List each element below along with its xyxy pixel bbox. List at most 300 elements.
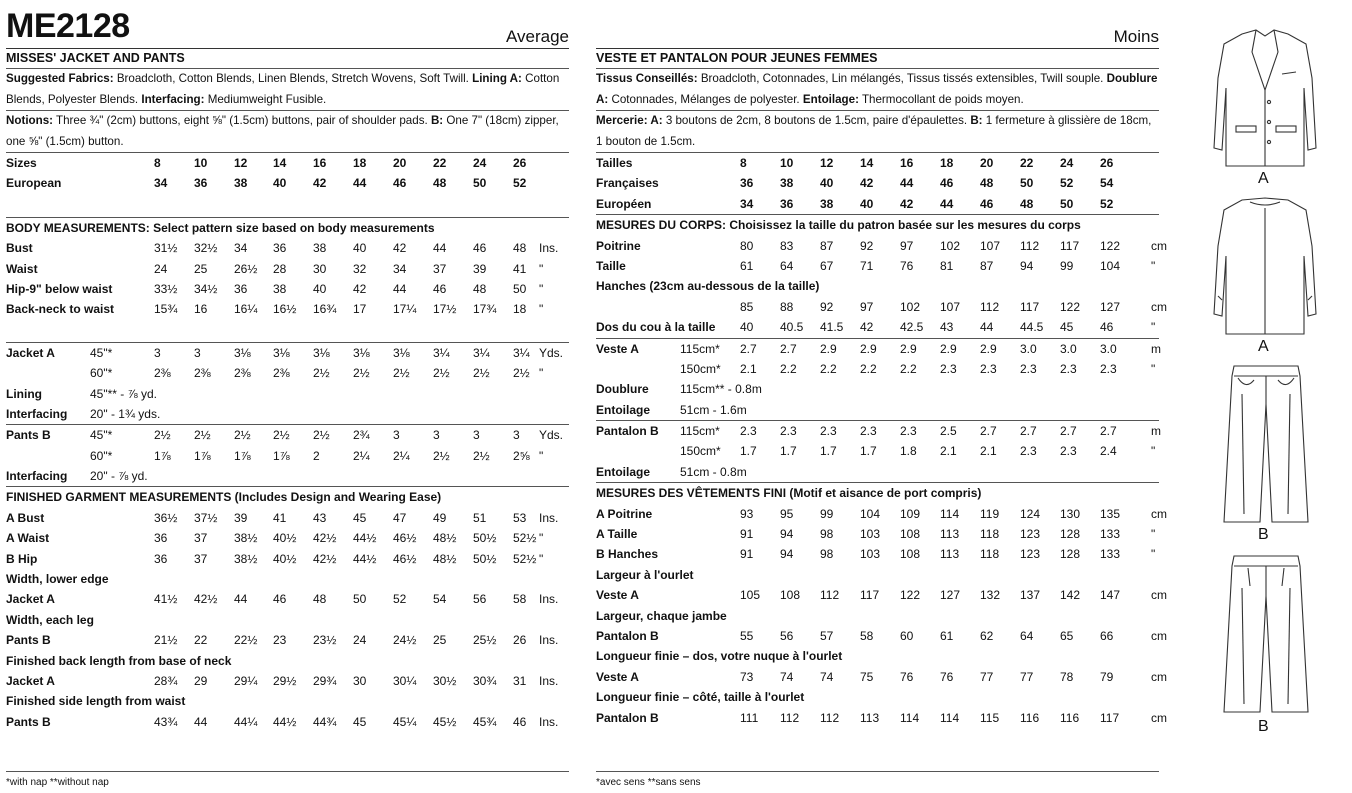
table-row	[596, 236, 1167, 256]
unit-label: cm	[1151, 669, 1167, 684]
cell-value: 29½	[273, 673, 297, 688]
table-row	[6, 153, 569, 173]
finished-measurements-title-fr: MESURES DES VÊTEMENTS FINI (Motif et aisance de port compris)	[596, 486, 982, 501]
cell-value: 2.3	[820, 424, 837, 439]
cell-value: 118	[980, 547, 1000, 562]
cell-value: 32	[353, 261, 367, 276]
unit-label: cm	[1151, 588, 1167, 603]
technical-drawings	[1200, 20, 1340, 780]
cell-value: 12	[234, 156, 248, 170]
row-label: Interfacing	[6, 469, 68, 484]
fabric-width: 51cm - 0.8m	[680, 464, 747, 479]
cell-value: 45¾	[473, 714, 497, 729]
cell-value: 22	[1020, 156, 1034, 170]
cell-value: 2.7	[780, 341, 797, 356]
notions-text-fr: Mercerie: A: 3 boutons de 2cm, 8 boutons de 1.5cm, paire d'épaulettes. B: 1 fermeture à glissière de 18cm, 1 bouton de 1.5cm.	[596, 114, 1152, 148]
cell-value: 43¾	[154, 714, 178, 729]
cell-value: 42½	[194, 592, 218, 607]
cell-value: 10	[780, 156, 794, 170]
fabric-width: 51cm - 1.6m	[680, 402, 747, 417]
cell-value: 2½	[313, 366, 330, 381]
jacket-back-icon	[1212, 196, 1318, 338]
table-row	[596, 317, 1159, 337]
fabrics-text: Suggested Fabrics: Broadcloth, Cotton Blends, Linen Blends, Stretch Wovens, Soft Twill. Lining A: Cotton Blends, Polyester Blends. Interfacing: Mediumweight Fusible.	[6, 72, 560, 106]
table-row	[596, 441, 1159, 461]
unit-label: Ins.	[539, 592, 559, 607]
cell-value: 42	[393, 241, 407, 256]
fabric-width: 45"*	[90, 345, 113, 360]
row-label: Poitrine	[596, 238, 641, 253]
cell-value: 2¼	[393, 448, 410, 463]
cell-value: 48	[513, 241, 527, 256]
cell-value: 2½	[473, 366, 490, 381]
cell-value: 93	[740, 506, 754, 521]
cell-value: 28¾	[154, 673, 178, 688]
cell-value: 40	[740, 320, 754, 335]
unit-label: Ins.	[539, 510, 559, 525]
cell-value: 1.7	[820, 444, 837, 459]
cell-value: 104	[1100, 258, 1121, 273]
cell-value: 14	[273, 156, 287, 170]
cell-value: 45	[1060, 320, 1074, 335]
cell-value: 2½	[353, 366, 370, 381]
cell-value: 123	[1020, 527, 1041, 542]
cell-value: 60	[900, 628, 914, 643]
cell-value: 91	[740, 527, 754, 542]
finished-measurements-table	[6, 508, 569, 732]
unit-label: "	[539, 531, 544, 546]
cell-value: 36	[194, 176, 208, 191]
cell-value: 58	[860, 628, 874, 643]
cell-value: 3.0	[1020, 341, 1037, 356]
cell-value: 34	[234, 241, 248, 256]
cell-value: 41.5	[820, 320, 844, 335]
jacket-front-icon	[1212, 28, 1318, 170]
section-subheading: Longueur finie – dos, votre nuque à l'ourlet	[596, 649, 843, 664]
row-label: Entoilage	[596, 402, 651, 417]
cell-value: 135	[1100, 506, 1121, 521]
row-label: Veste A	[596, 588, 639, 603]
section-subheading: Largeur, chaque jambe	[596, 608, 727, 623]
cell-value: 41½	[154, 592, 178, 607]
cell-value: 94	[1020, 258, 1034, 273]
cell-value: 87	[820, 238, 834, 253]
cell-value: 77	[980, 669, 994, 684]
cell-value: 17¼	[393, 302, 417, 317]
cell-value: 26	[513, 633, 527, 648]
cell-value: 3	[393, 428, 400, 443]
table-row	[596, 256, 1159, 276]
cell-value: 38	[780, 176, 794, 191]
cell-value: 30¾	[473, 673, 497, 688]
cell-value: 38	[820, 196, 834, 211]
cell-value: 97	[900, 238, 914, 253]
cell-value: 112	[1020, 238, 1040, 253]
cell-value: 16¼	[234, 302, 258, 317]
cell-value: 30	[313, 261, 327, 276]
cell-value: 14	[860, 156, 874, 170]
table-row	[596, 194, 1159, 214]
pattern-title-fr: VESTE ET PANTALON POUR JEUNES FEMMES	[596, 51, 878, 65]
cell-value: 44	[194, 714, 208, 729]
cell-value: 2½	[473, 448, 490, 463]
fabric-width: 115cm*	[680, 341, 720, 356]
cell-value: 102	[900, 299, 921, 314]
cell-value: 44	[900, 176, 914, 191]
cell-value: 112	[820, 588, 840, 603]
cell-value: 1.7	[740, 444, 757, 459]
table-row	[6, 549, 569, 569]
cell-value: 1.7	[860, 444, 877, 459]
unit-label: cm	[1151, 628, 1167, 643]
cell-value: 52	[1100, 196, 1114, 211]
cell-value: 80	[740, 238, 754, 253]
cell-value: 52½	[513, 531, 537, 546]
cell-value: 87	[980, 258, 994, 273]
cell-value: 3	[154, 345, 161, 360]
cell-value: 8	[740, 156, 747, 170]
table-row	[6, 173, 569, 193]
row-label: Tailles	[596, 156, 633, 170]
cell-value: 47	[393, 510, 407, 525]
cell-value: 124	[1020, 506, 1041, 521]
cell-value: 46½	[393, 531, 417, 546]
cell-value: 75	[860, 669, 874, 684]
cell-value: 3⅛	[234, 345, 251, 360]
cell-value: 117	[1100, 710, 1120, 725]
cell-value: 2	[313, 448, 320, 463]
size-variant-fr: Moins	[1113, 27, 1159, 46]
cell-value: 147	[1100, 588, 1121, 603]
cell-value: 46	[513, 714, 527, 729]
cell-value: 99	[820, 506, 834, 521]
cell-value: 16¾	[313, 302, 337, 317]
jacket-yardage-table-fr	[596, 339, 1159, 421]
cell-value: 2.7	[740, 341, 757, 356]
row-label: A Taille	[596, 527, 638, 542]
cell-value: 2.3	[1020, 444, 1037, 459]
cell-value: 33½	[154, 281, 178, 296]
row-label: Jacket A	[6, 592, 55, 607]
cell-value: 41	[513, 261, 527, 276]
cell-value: 50	[1060, 196, 1074, 211]
cell-value: 8	[154, 156, 161, 170]
cell-value: 128	[1060, 547, 1081, 562]
cell-value: 48	[980, 176, 994, 191]
cell-value: 97	[860, 299, 874, 314]
body-measurements-table	[6, 238, 569, 320]
section-subheading: Width, each leg	[6, 612, 94, 627]
cell-value: 22½	[234, 633, 258, 648]
cell-value: 3.0	[1060, 341, 1077, 356]
cell-value: 3⅛	[353, 345, 370, 360]
cell-value: 2.1	[980, 444, 997, 459]
row-label: Pantalon B	[596, 710, 659, 725]
cell-value: 46	[1100, 320, 1114, 335]
cell-value: 54	[1100, 176, 1114, 191]
cell-value: 42	[313, 176, 327, 191]
cell-value: 54	[433, 592, 447, 607]
cell-value: 2.9	[900, 341, 917, 356]
body-measurements-title: BODY MEASUREMENTS: Select pattern size based on body measurements	[6, 220, 435, 235]
cell-value: 44.5	[1020, 320, 1044, 335]
cell-value: 2⅜	[273, 366, 290, 381]
cell-value: 46	[393, 176, 407, 191]
cell-value: 22	[194, 633, 208, 648]
cell-value: 133	[1100, 527, 1121, 542]
finished-measurements-table-fr	[596, 504, 1167, 728]
pattern-code: ME2128	[6, 7, 130, 45]
unit-label: "	[539, 261, 544, 276]
cell-value: 21½	[154, 633, 178, 648]
cell-value: 92	[820, 299, 834, 314]
row-label: Veste A	[596, 669, 639, 684]
cell-value: 43	[940, 320, 954, 335]
cell-value: 105	[740, 588, 761, 603]
cell-value: 25	[433, 633, 447, 648]
cell-value: 29¼	[234, 673, 258, 688]
table-row	[6, 425, 569, 445]
cell-value: 44	[353, 176, 367, 191]
table-row	[6, 404, 569, 424]
cell-value: 24	[353, 633, 367, 648]
cell-value: 17½	[433, 302, 457, 317]
cell-value: 2½	[234, 428, 251, 443]
cell-value: 133	[1100, 547, 1121, 562]
cell-value: 83	[780, 238, 794, 253]
cell-value: 12	[820, 156, 834, 170]
cell-value: 115	[980, 710, 1000, 725]
fabric-width: 20" - ⅞ yd.	[90, 469, 148, 484]
row-label: Jacket A	[6, 673, 55, 688]
cell-value: 58	[513, 592, 527, 607]
cell-value: 46	[433, 281, 447, 296]
cell-value: 2.1	[740, 361, 757, 376]
cell-value: 112	[980, 299, 1000, 314]
cell-value: 127	[940, 588, 961, 603]
cell-value: 108	[900, 547, 921, 562]
cell-value: 67	[820, 258, 834, 273]
cell-value: 39	[234, 510, 248, 525]
row-label: Veste A	[596, 341, 639, 356]
table-row	[596, 400, 1159, 420]
cell-value: 3	[513, 428, 520, 443]
cell-value: 48	[1020, 196, 1034, 211]
cell-value: 16	[900, 156, 914, 170]
cell-value: 111	[740, 710, 759, 725]
table-row	[596, 708, 1167, 728]
jacket-yardage-table	[6, 343, 569, 425]
table-row	[6, 712, 569, 732]
cell-value: 42½	[313, 551, 337, 566]
cell-value: 31	[513, 673, 527, 688]
cell-value: 76	[900, 258, 914, 273]
cell-value: 2.3	[980, 361, 997, 376]
cell-value: 3	[433, 428, 440, 443]
cell-value: 40	[860, 196, 874, 211]
cell-value: 2.9	[940, 341, 957, 356]
unit-label: "	[1151, 527, 1156, 542]
table-row	[6, 259, 569, 279]
cell-value: 2½	[194, 428, 211, 443]
pants-yardage-table	[6, 425, 569, 486]
view-label: A	[1258, 170, 1269, 187]
row-label: Pantalon B	[596, 628, 659, 643]
unit-label: "	[539, 448, 544, 463]
unit-label: "	[1151, 320, 1156, 335]
cell-value: 44	[980, 320, 994, 335]
cell-value: 18	[353, 156, 367, 170]
cell-value: 122	[900, 588, 921, 603]
cell-value: 44	[393, 281, 407, 296]
cell-value: 2½	[433, 448, 450, 463]
cell-value: 117	[860, 588, 880, 603]
table-row	[596, 173, 1159, 193]
unit-label: cm	[1151, 238, 1167, 253]
cell-value: 1⅞	[234, 448, 251, 463]
table-row	[596, 626, 1167, 646]
row-label: B Hanches	[596, 547, 659, 562]
cell-value: 91	[740, 547, 754, 562]
table-row	[596, 153, 1159, 173]
unit-label: m	[1151, 341, 1161, 356]
cell-value: 37	[433, 261, 447, 276]
cell-value: 46½	[393, 551, 417, 566]
body-measurements-title-fr: MESURES DU CORPS: Choisissez la taille du patron basée sur les mesures du corps	[596, 218, 1081, 233]
cell-value: 42.5	[900, 320, 924, 335]
cell-value: 37½	[194, 510, 218, 525]
cell-value: 51	[473, 510, 487, 525]
cell-value: 36	[273, 241, 287, 256]
cell-value: 44½	[273, 714, 297, 729]
table-row	[596, 462, 1159, 482]
table-row	[596, 504, 1167, 524]
cell-value: 2⅜	[194, 366, 211, 381]
cell-value: 22	[433, 156, 447, 170]
cell-value: 40½	[273, 531, 297, 546]
cell-value: 36	[154, 551, 168, 566]
cell-value: 3¼	[513, 345, 530, 360]
cell-value: 38	[313, 241, 327, 256]
cell-value: 2.3	[1100, 361, 1117, 376]
cell-value: 57	[820, 628, 834, 643]
cell-value: 85	[740, 299, 754, 314]
table-row	[6, 630, 569, 650]
row-label: Taille	[596, 258, 626, 273]
row-label: Sizes	[6, 156, 37, 170]
cell-value: 45¼	[393, 714, 417, 729]
pants-back-icon	[1220, 554, 1312, 716]
cell-value: 16	[313, 156, 327, 170]
cell-value: 3⅛	[273, 345, 290, 360]
cell-value: 79	[1100, 669, 1114, 684]
cell-value: 3¼	[433, 345, 450, 360]
cell-value: 2⅝	[513, 448, 530, 463]
cell-value: 36	[740, 176, 754, 191]
footnote-fr: *avec sens **sans sens	[596, 777, 701, 788]
unit-label: Ins.	[539, 673, 559, 688]
cell-value: 64	[1020, 628, 1034, 643]
cell-value: 65	[1060, 628, 1074, 643]
pants-front-icon	[1220, 364, 1312, 526]
row-label: Pantalon B	[596, 424, 659, 439]
cell-value: 109	[900, 506, 921, 521]
cell-value: 48½	[433, 551, 457, 566]
fabric-width: 20" - 1¾ yds.	[90, 406, 161, 421]
cell-value: 2.2	[860, 361, 877, 376]
fabric-width: 60"*	[90, 366, 113, 381]
table-row	[6, 238, 569, 258]
row-label: Pants B	[6, 714, 51, 729]
cell-value: 95	[780, 506, 794, 521]
cell-value: 44¾	[313, 714, 337, 729]
cell-value: 2.7	[1060, 424, 1077, 439]
body-measurements-table-fr	[596, 236, 1167, 338]
unit-label: "	[1151, 361, 1156, 376]
cell-value: 50	[1020, 176, 1034, 191]
unit-label: m	[1151, 424, 1161, 439]
cell-value: 71	[860, 258, 874, 273]
cell-value: 142	[1060, 588, 1081, 603]
cell-value: 26½	[234, 261, 258, 276]
row-label: A Poitrine	[596, 506, 653, 521]
cell-value: 48	[473, 281, 487, 296]
cell-value: 107	[940, 299, 961, 314]
header-fr	[596, 0, 1159, 48]
unit-label: cm	[1151, 506, 1167, 521]
cell-value: 98	[820, 547, 834, 562]
cell-value: 2.4	[1100, 444, 1117, 459]
unit-label: "	[539, 281, 544, 296]
cell-value: 42	[860, 176, 874, 191]
cell-value: 1⅞	[154, 448, 171, 463]
cell-value: 24	[1060, 156, 1074, 170]
cell-value: 2½	[433, 366, 450, 381]
unit-label: cm	[1151, 299, 1167, 314]
cell-value: 2.3	[940, 361, 957, 376]
cell-value: 37	[194, 531, 208, 546]
cell-value: 46	[273, 592, 287, 607]
cell-value: 34	[154, 176, 168, 191]
cell-value: 38	[234, 176, 248, 191]
cell-value: 45½	[433, 714, 457, 729]
cell-value: 117	[1060, 238, 1080, 253]
cell-value: 3⅛	[393, 345, 410, 360]
cell-value: 39	[473, 261, 487, 276]
cell-value: 23½	[313, 633, 337, 648]
cell-value: 66	[1100, 628, 1114, 643]
cell-value: 34½	[194, 281, 218, 296]
unit-label: "	[1151, 444, 1156, 459]
cell-value: 2.7	[980, 424, 997, 439]
cell-value: 76	[940, 669, 954, 684]
table-row	[6, 384, 569, 404]
cell-value: 118	[980, 527, 1000, 542]
cell-value: 116	[1020, 710, 1040, 725]
cell-value: 38	[273, 281, 287, 296]
cell-value: 34	[393, 261, 407, 276]
table-row	[6, 446, 569, 466]
cell-value: 3	[194, 345, 201, 360]
fabric-width: 150cm*	[680, 361, 721, 376]
row-label: Waist	[6, 261, 38, 276]
cell-value: 45	[353, 510, 367, 525]
cell-value: 29	[194, 673, 208, 688]
cell-value: 28	[273, 261, 287, 276]
cell-value: 24	[154, 261, 168, 276]
cell-value: 44½	[353, 551, 377, 566]
cell-value: 44	[940, 196, 954, 211]
